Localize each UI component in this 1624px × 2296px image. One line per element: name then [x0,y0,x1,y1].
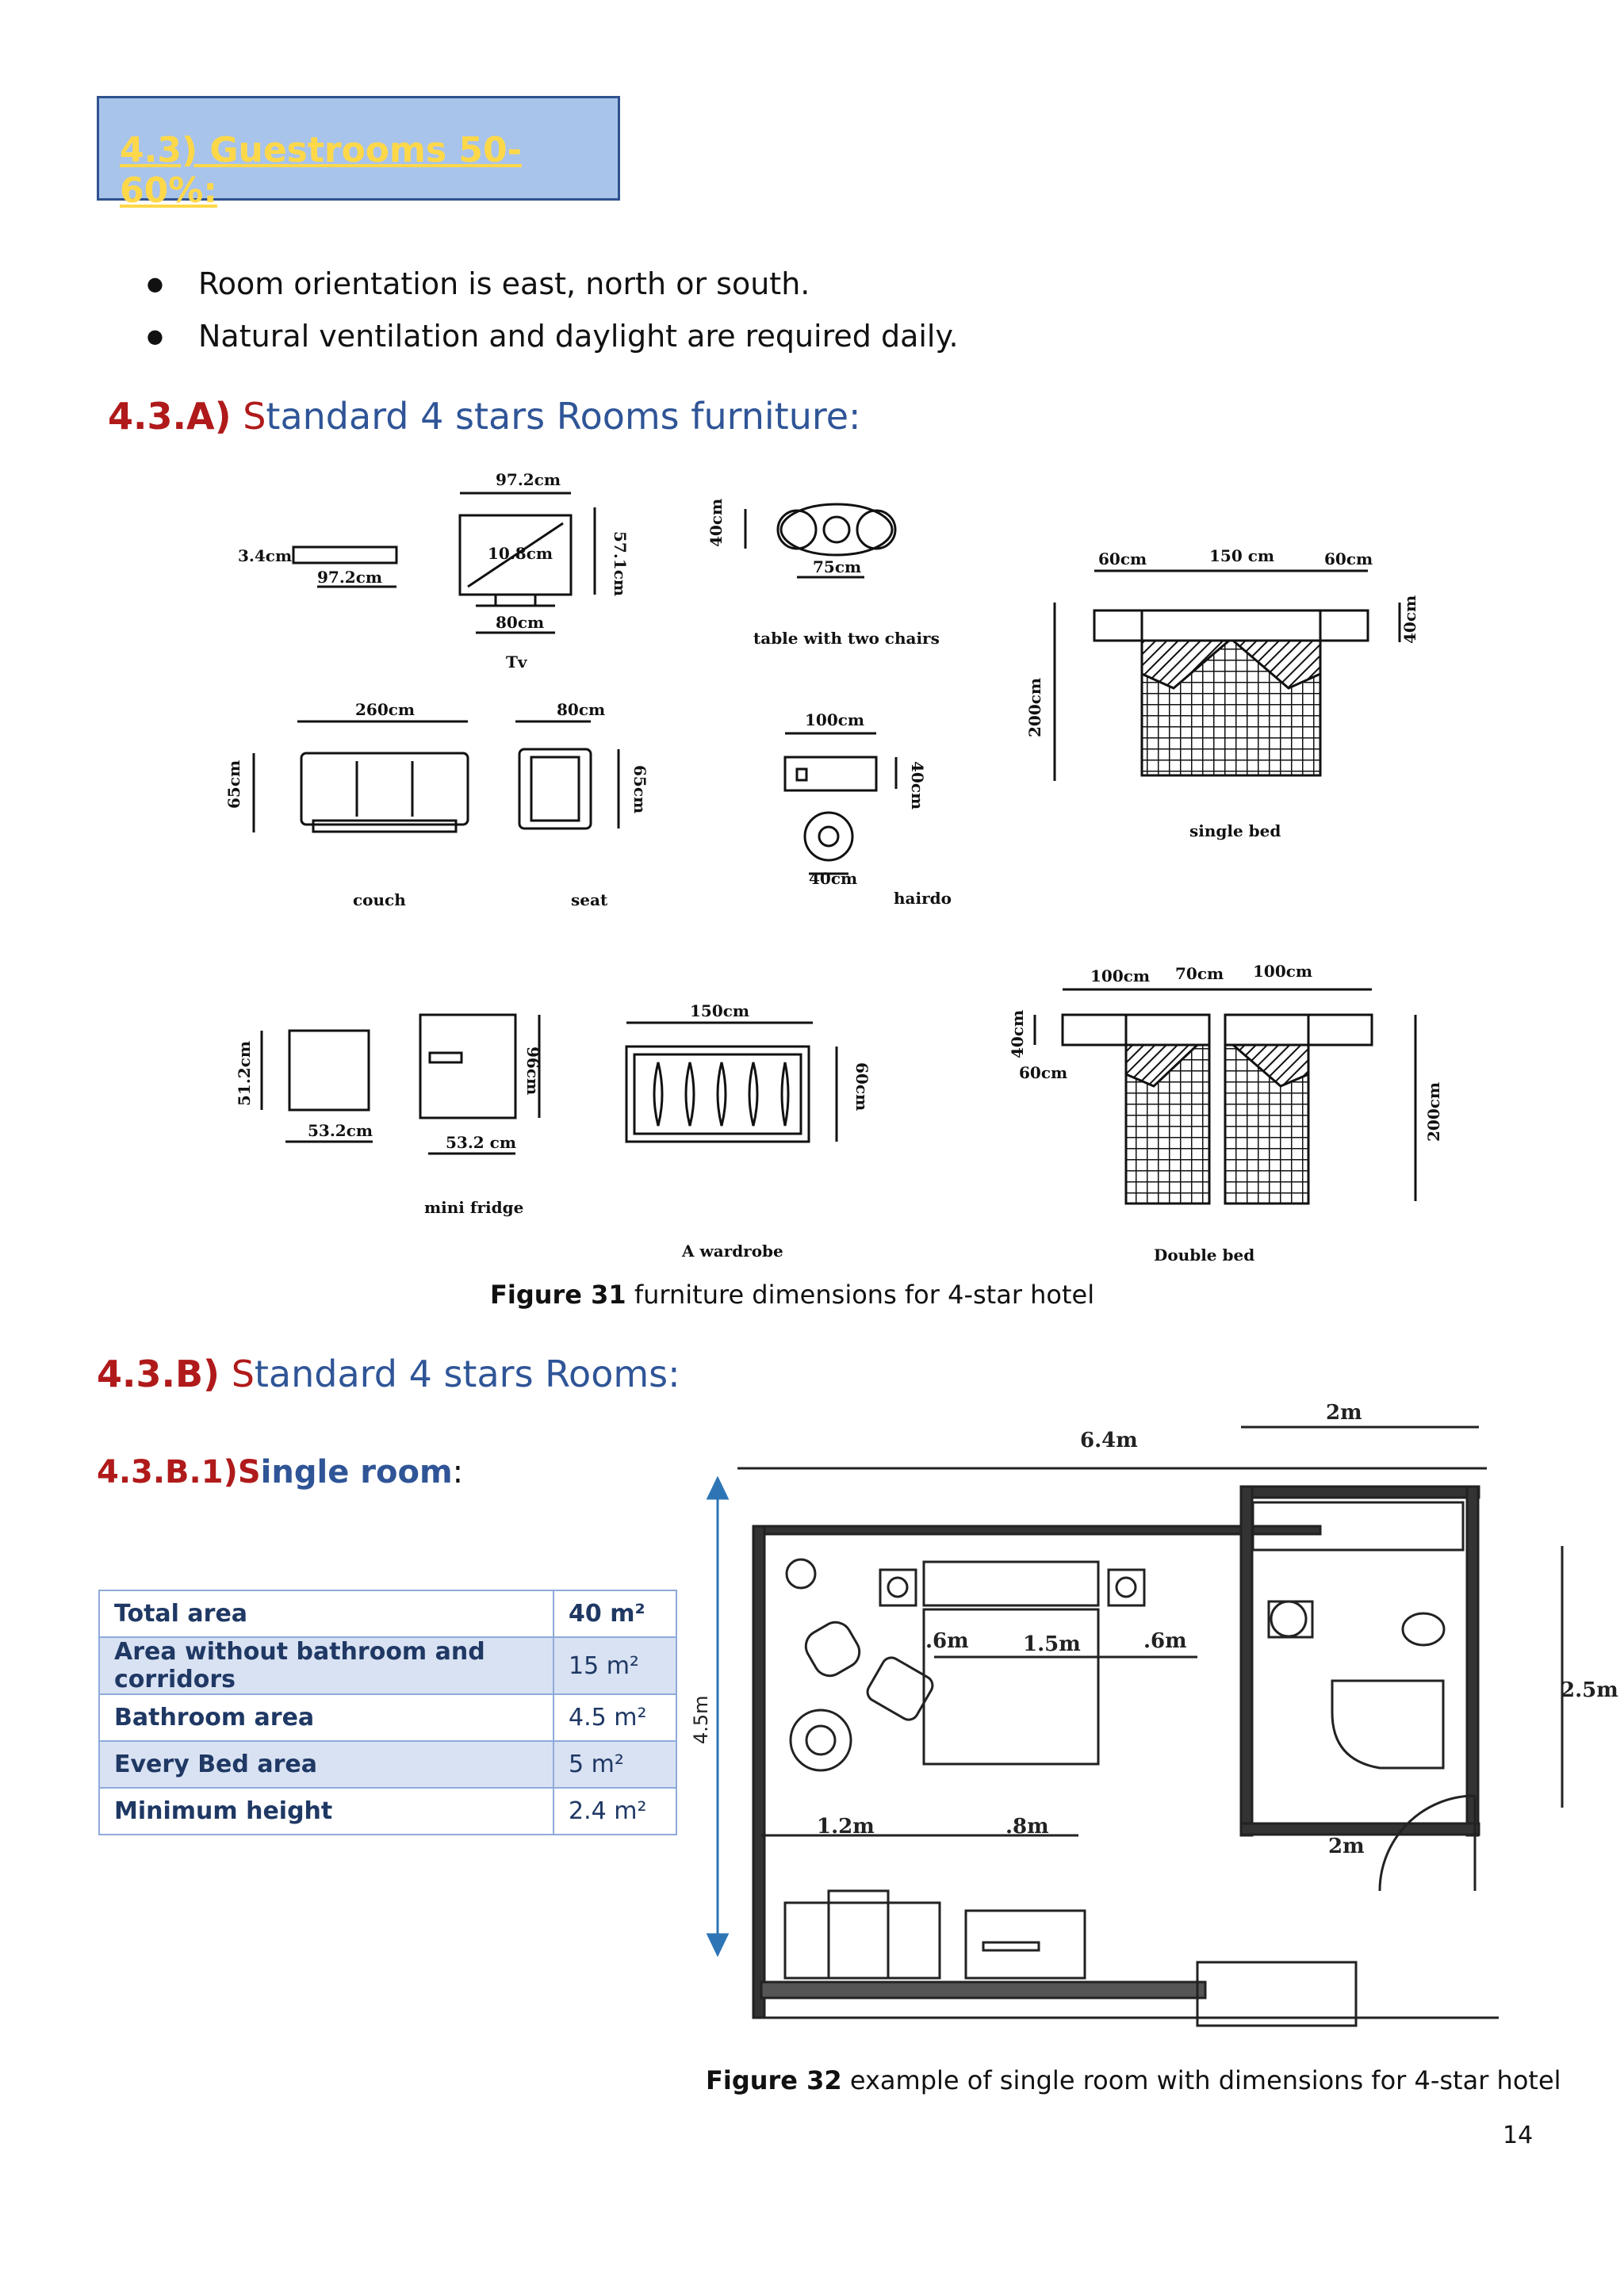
plan-corridor-width: 2m [1328,1835,1365,1858]
heading-rooms [97,1353,680,1395]
heading-number: 4.3.A) [108,395,232,438]
single-bed-label: single bed [1189,821,1281,840]
shelf-depth-label: 3.4cm [238,546,293,565]
box-shape [289,1031,369,1110]
table-row [99,1637,676,1694]
toilet-shape [1403,1613,1444,1645]
section-title: 4.3) Guestrooms 50-60%: [120,130,522,211]
tv-height-label: 57.1cm [611,531,630,597]
spec-label: Area without bathroom and corridors [99,1637,553,1694]
double-bed-nightstand: 60cm [1019,1063,1068,1082]
seat-label: seat [571,890,608,909]
fridge-label: mini fridge [424,1198,524,1217]
figure-31-number: Figure 31 [490,1280,626,1310]
furniture-dimensions-figure [214,460,1624,1276]
double-bed-side-right: 100cm [1253,962,1313,981]
table-row [99,1788,676,1835]
heading-initial: S [237,1454,261,1490]
armchair-shape [800,1617,865,1682]
spec-value: 15 m² [553,1637,676,1694]
fridge-width-label: 53.2 cm [446,1133,517,1152]
spec-value: 2.4 m² [553,1788,676,1835]
bullet-list [147,260,959,365]
heading-initial: S [231,1353,255,1395]
heading-text: ingle room [260,1454,453,1490]
table-row [99,1590,676,1637]
figure-32-caption [706,2065,1561,2095]
shelf-width-label: 97.2cm [317,568,383,587]
double-bed-side-left: 100cm [1090,966,1151,985]
round-table-shape [791,1710,851,1770]
plan-cabinet-width: .8m [1005,1815,1049,1839]
couch-label: couch [353,890,406,909]
stool-shape [805,813,852,860]
double-bed-length: 200cm [1424,1081,1443,1142]
heading-colon: : [452,1454,464,1490]
plan-height: 4.5m [690,1695,712,1744]
heading-number: 4.3.B) [97,1353,220,1395]
double-bed-head: 40cm [1008,1009,1027,1058]
spec-label: Every Bed area [99,1741,553,1788]
single-bed-head: 40cm [1400,595,1419,644]
page-number: 14 [1503,2122,1534,2149]
heading-text: tandard 4 stars Rooms: [254,1353,680,1395]
tv-width-label: 97.2cm [496,470,561,489]
couch-shape [301,753,468,825]
shelf-shape [293,547,396,563]
spec-label: Bathroom area [99,1694,553,1741]
plan-bath-width: 2m [1326,1401,1362,1425]
shower-shape [1332,1681,1443,1768]
wardrobe-width-label: 150cm [690,1001,750,1020]
box-height-label: 51.2cm [235,1040,254,1106]
table-shape [781,504,892,555]
dresser-width-label: 100cm [805,710,865,729]
hairdo-label: hairdo [894,889,952,908]
spec-value: 40 m² [553,1590,676,1637]
heading-initial: S [243,395,266,438]
spec-value: 5 m² [553,1741,676,1788]
tv-screen-label: 10.8cm [488,544,553,563]
heading-number: 4.3.B.1) [97,1454,238,1490]
single-bed-side-right: 60cm [1324,549,1373,568]
fridge-height-label: 96cm [523,1047,542,1096]
single-bed-length: 200cm [1025,677,1044,737]
box-width-label: 53.2cm [308,1121,373,1140]
heading-furniture [108,395,861,438]
door-swing [1380,1796,1475,1891]
desk-shape [785,1903,940,1978]
seat-width-label: 80cm [557,700,606,719]
wardrobe-height-label: 60cm [852,1062,871,1112]
table-width-label: 75cm [813,557,862,576]
section-title-box [97,96,620,211]
plan-total-width: 6.4m [1080,1429,1138,1452]
heading-text: tandard 4 stars Rooms furniture: [266,395,861,438]
tv-label: Tv [506,652,527,672]
plan-bath-height: 2.5m [1561,1678,1618,1702]
bullet-item: ● Room orientation is east, north or south. [147,260,959,312]
single-room-spec-table [98,1590,677,1835]
figure-31-caption [490,1280,1094,1310]
tv-stand-label: 80cm [496,613,545,632]
double-bed-gap: 70cm [1175,964,1224,983]
plan-bed-width: 1.5m [1023,1632,1081,1656]
couch-height-label: 65cm [224,760,243,809]
stool-width-label: 40cm [809,869,858,888]
plan-nightstand-right: .6m [1143,1629,1187,1653]
figure-31-text: furniture dimensions for 4-star hotel [626,1280,1095,1310]
table-row [99,1694,676,1741]
plan-nightstand-left: .6m [925,1629,969,1653]
couch-width-label: 260cm [355,700,416,719]
single-room-floor-plan [682,1395,1624,2053]
wardrobe-label: A wardrobe [682,1242,783,1261]
double-bed-label: Double bed [1154,1246,1255,1265]
single-bed-width: 150 cm [1209,546,1275,565]
seat-height-label: 65cm [630,765,649,814]
spec-value: 4.5 m² [553,1694,676,1741]
bullet-item: ● Natural ventilation and daylight are required daily. [147,312,959,365]
table-height-label: 40cm [707,498,726,547]
single-bed-side-left: 60cm [1098,549,1147,568]
plan-desk-width: 1.2m [817,1815,875,1839]
table-row [99,1741,676,1788]
spec-label: Minimum height [99,1788,553,1835]
dresser-shape [785,757,876,790]
spec-label: Total area [99,1590,553,1637]
mini-fridge-shape [420,1015,515,1118]
dresser-height-label: 40cm [908,761,927,810]
heading-single-room [97,1454,463,1490]
table-label: table with two chairs [753,629,940,648]
figure-32-number: Figure 32 [706,2065,842,2095]
figure-32-text: example of single room with dimensions for 4-star hotel [841,2065,1561,2095]
